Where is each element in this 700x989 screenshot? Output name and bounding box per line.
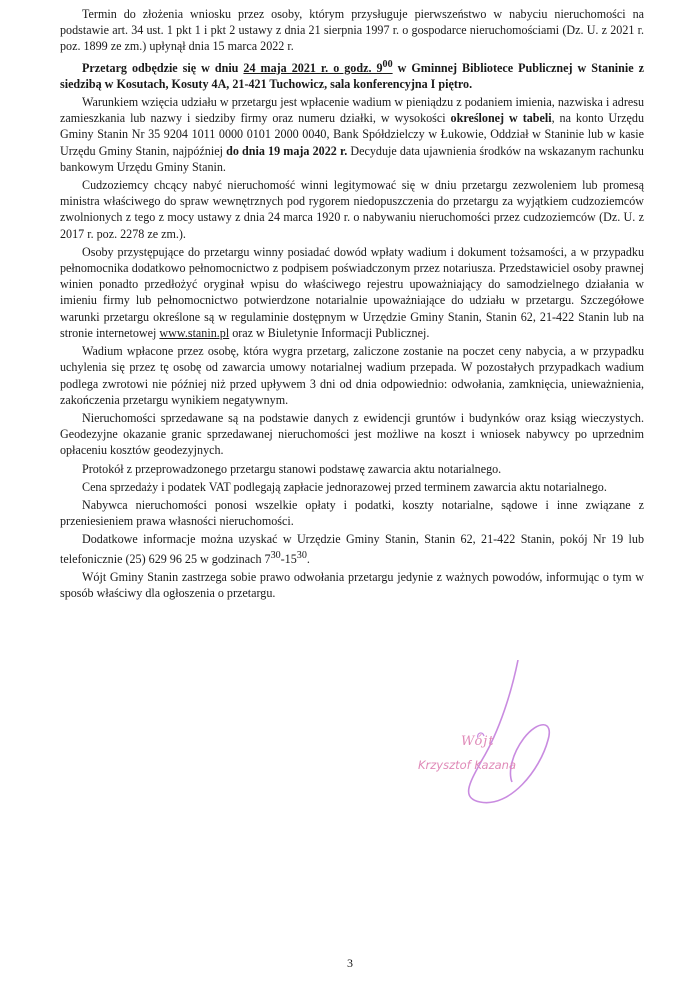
- paragraph-land-registry: Nieruchomości sprzedawane są na podstawie danych z ewidencji gruntów i budynków oraz ksiąg wieczystych. Geodezyjne okazanie granic sprzedawanej nieruchomości jest możliwe na koszt i wniosek nabywcy po uprzednim opłaceniu kosztów geodezyjnych.: [60, 410, 644, 458]
- announcement-body: [60, 6, 644, 603]
- paragraph-participants: Osoby przystępujące do przetargu winny posiadać dowód wpłaty wadium i dokument tożsamości, a w przypadku pełnomocnika dodatkowo pełnomocnictwo z podpisem poświadczonym przez notariusza. Przedstawiciel osoby prawnej winien ponadto przedłożyć oryginał wpisu do właściwego rejestru upoważniający do samodzielnego działania w imieniu firmy lub pełnomocnictwo potwierdzone notarialnie upoważniające do udziału w przetargu. Szczegółowe warunki przetargu określone są w regulaminie dostępnym w Urzędzie Gminy Stanin, Stanin 62, 21-422 Stanin lub na stronie internetowej www.stanin.pl oraz w Biuletynie Informacji Publicznej.: [60, 244, 644, 340]
- website-link[interactable]: www.stanin.pl: [159, 325, 230, 340]
- page-number: 3: [347, 956, 353, 970]
- paragraph-fees: Nabywca nieruchomości ponosi wszelkie opłaty i podatki, koszty notarialne, sądowe i inne związane z przeniesieniem prawa własności nieruchomości.: [60, 497, 644, 529]
- paragraph-auction-date: Przetarg odbędzie się w dniu 24 maja 2021 r. o godz. $9^{00}$ w Gminnej Bibliotece Publicznej w Staninie z siedzibą w Kosutach, Kosuty 4A, 21-421 Tuchowicz, sala konferencyjna I piętro.: [60, 58, 644, 91]
- paragraph-vat: Cena sprzedaży i podatek VAT podlegają zapłacie jednorazowej przed terminem zawarcia aktu notarialnego.: [82, 479, 607, 494]
- paragraph-foreigners: Cudzoziemcy chcący nabyć nieruchomość winni legitymować się w dniu przetargu zezwoleniem lub promesą ministra właściwego do spraw wewnętrznych pod rygorem niedopuszczenia do przetargu za wyjątkiem cudzoziemców zwolnionych z tego z mocy ustawy z dnia 24 marca 1920 r. o nabywaniu nieruchomości przez cudzoziemców (Dz. U. z 2017 r. poz. 2278 ze zm.).: [60, 178, 644, 241]
- auction-date: 24 maja 2021 r. o godz. $9^{00}$: [243, 58, 393, 75]
- paragraph-contact: Dodatkowe informacje można uzyskać w Urzędzie Gminy Stanin, Stanin 62, 21-422 Stanin, pokój Nr 19 lub telefonicznie (25) 629 96 25 w godzinach $7^{30}-15^{30}$.: [60, 532, 644, 566]
- signature-title: Wójt: [461, 734, 495, 749]
- paragraph-deposit-refund: Wadium wpłacone przez osobę, która wygra przetarg, zaliczone zostanie na poczet ceny nabycia, a w przypadku uchylenia się przez tę osobę od zawarcia umowy notarialnej wadium przepada. W pozostałych przypadkach wadium podlega zwrotowi nie później niż przed upływem 3 dni od dnia odpowiednio: odwołania, zamknięcia, unieważnienia, zakończenia przetargu wynikiem negatywnym.: [60, 344, 644, 407]
- signature-scribble: [420, 660, 580, 830]
- signature-name: Krzysztof Kazana: [418, 758, 516, 772]
- paragraph-protocol: Protokół z przeprowadzonego przetargu stanowi podstawę zawarcia aktu notarialnego.: [82, 461, 502, 476]
- paragraph-cancellation: Wójt Gminy Stanin zastrzega sobie prawo odwołania przetargu jedynie z ważnych powodów, informując o tym w sposób właściwy dla ogłoszenia o przetargu.: [60, 569, 644, 600]
- paragraph-priority-deadline: Termin do złożenia wniosku przez osoby, którym przysługuje pierwszeństwo w nabyciu nieruchomości na podstawie art. 34 ust. 1 pkt 1 i pkt 2 ustawy z dnia 21 sierpnia 1997 r. o gospodarce nieruchomościami (Dz. U. z 2021 r. poz. 1899 ze zm.) upłynął dnia 15 marca 2022 r.: [60, 7, 644, 54]
- paragraph-deposit: Warunkiem wzięcia udziału w przetargu jest wpłacenie wadium w pieniądzu z podaniem imienia, nazwiska i adresu zamieszkania lub nazwy i siedziby firmy oraz numeru działki, w wysokości określonej w tabeli, na konto Urzędu Gminy Stanin Nr 35 9204 1011 0000 0101 2000 0040, Bank Spółdzielczy w Łukowie, Oddział w Staninie lub w kasie Urzędu Gminy Stanin, najpóźniej do dnia 19 maja 2022 r. Decyduje data ujawnienia środków na wskazanym rachunku bankowym Urzędu Gminy Stanin.: [60, 95, 644, 174]
